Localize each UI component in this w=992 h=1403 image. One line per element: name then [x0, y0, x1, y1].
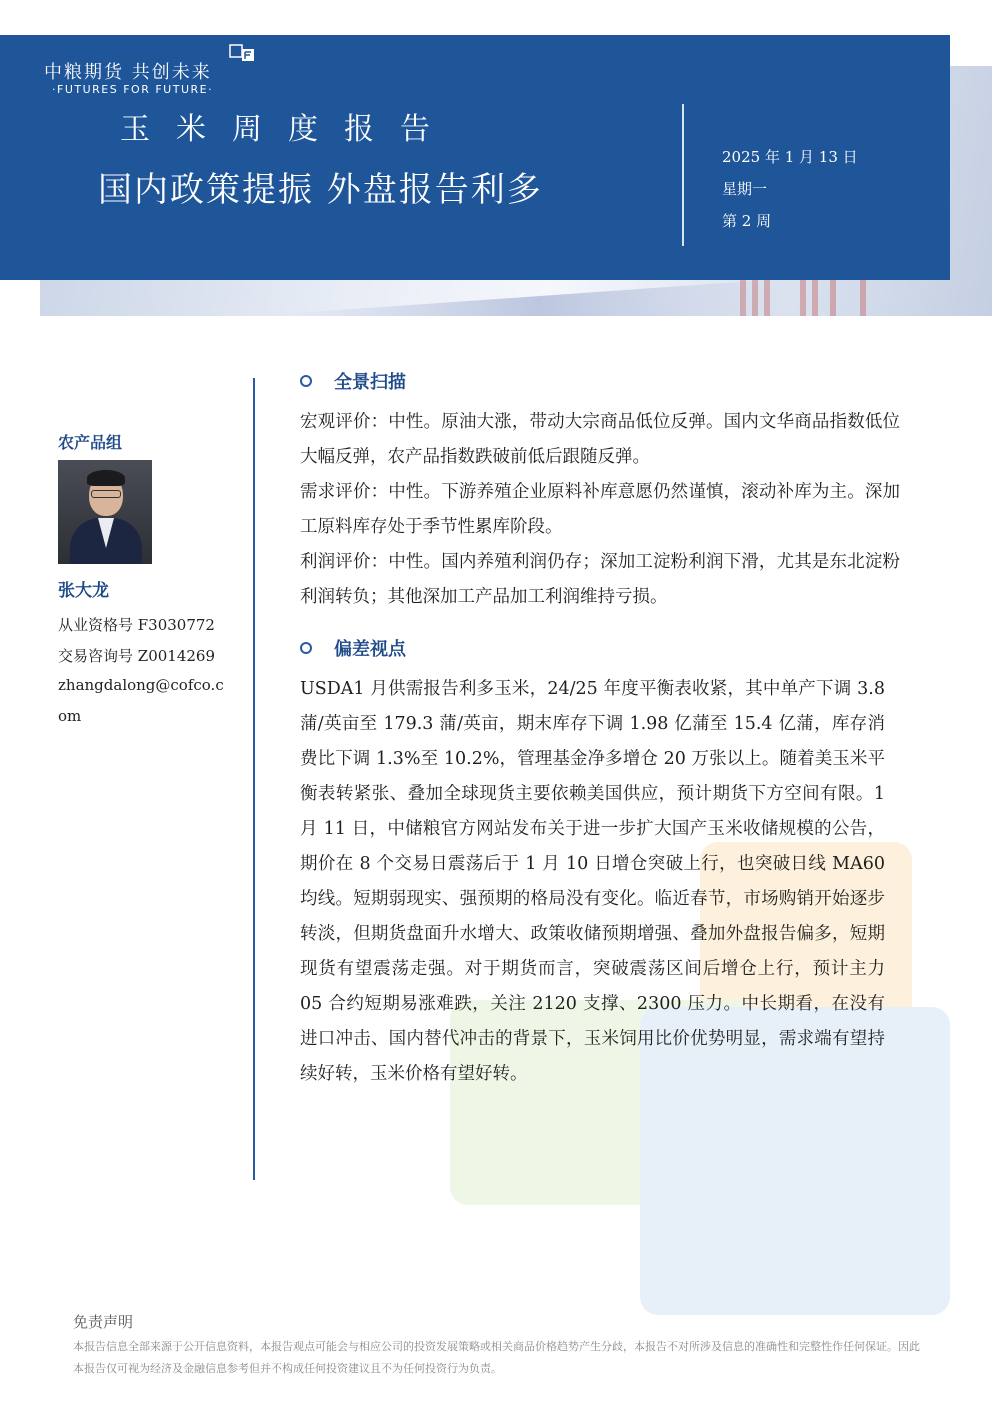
analyst-email[interactable]: zhangdalong@cofco.c [58, 676, 224, 694]
analyst-photo [58, 460, 152, 564]
qualification-number: 从业资格号 F3030772 [58, 616, 215, 634]
section-title: 偏差视点 [334, 639, 406, 660]
section-deviation-header [300, 635, 406, 661]
report-date: 2025 年 1 月 13 日 [722, 148, 858, 166]
logo-text: 中粮期货 共创未来 [44, 62, 212, 83]
demand-evaluation: 需求评价：中性。下游养殖企业原料补库意愿仍然谨慎，滚动补库为主。深加工原料库存处于季节性累库阶段。 [300, 482, 900, 537]
deviation-paragraph: USDA1 月供需报告利多玉米，24/25 年度平衡表收紧，其中单产下调 3.8 蒲/英亩至 179.3 蒲/英亩，期末库存下调 1.98 亿蒲至 15.4 亿蒲，库存消费比下调 1.3%至 10.2%，管理基金净多增仓 20 万张以上。随着美玉米平衡表转紧张、叠加全球现货主要依赖美国供应，预计期货下方空间有限。1 月 11 日，中储粮官方网站发布关于进一步扩大国产玉米收储规模的公告，期价在 8 个交易日震荡后于 1 月 10 日增仓突破上行，也突破日线 MA60 均线。短期弱现实、强预期的格局没有变化。临近春节，市场购销开始逐步转淡，但期货盘面升水增大、政策收储预期增强、叠加外盘报告偏多，短期现货有望震荡走强。对于期货而言，突破震荡区间后增仓上行，预计主力 05 合约短期易涨难跌，关注 2120 支撑、2300 压力。中长期看，在没有进口冲击、国内替代冲击的背景下，玉米饲用比价优势明显，需求端有望持续好转，玉米价格有望好转。 [300, 679, 885, 1084]
circle-bullet-icon [300, 642, 312, 654]
analyst-name: 张大龙 [58, 581, 109, 601]
overview-text [300, 405, 900, 615]
team-label: 农产品组 [58, 433, 123, 452]
consulting-number: 交易咨询号 Z0014269 [58, 647, 215, 665]
section-title: 全景扫描 [334, 372, 406, 393]
macro-evaluation: 宏观评价：中性。原油大涨，带动大宗商品低位反弹。国内文华商品指数低位大幅反弹，农产品指数跌破前低后跟随反弹。 [300, 412, 900, 467]
disclaimer-title: 免责声明 [73, 1313, 134, 1331]
logo-slogan: ·FUTURES FOR FUTURE· [52, 83, 214, 96]
section-overview-header [300, 368, 406, 394]
deviation-text [300, 672, 885, 1092]
disclaimer-body: 本报告信息全部来源于公开信息资料，本报告观点可能会与相应公司的投资发展策略或相关商品价格趋势产生分歧，本报告不对所涉及信息的准确性和完整性作任何保证。因此本报告仅可视为经济及金融信息参考但并不构成任何投资建议且不为任何投资行为负责。 [73, 1340, 920, 1375]
report-type: 玉米周度报告 [120, 112, 456, 147]
analyst-email-continued[interactable]: om [58, 707, 82, 725]
circle-bullet-icon [300, 375, 312, 387]
profit-evaluation: 利润评价：中性。国内养殖利润仍存；深加工淀粉利润下滑，尤其是东北淀粉利润转负；其他深加工产品加工利润维持亏损。 [300, 552, 900, 607]
header-divider [682, 104, 684, 246]
report-week: 第 2 周 [722, 212, 772, 230]
report-weekday: 星期一 [722, 180, 768, 198]
sidebar-divider [253, 378, 255, 1180]
logo-icon [229, 44, 255, 70]
report-title: 国内政策提振 外盘报告利多 [98, 170, 543, 210]
